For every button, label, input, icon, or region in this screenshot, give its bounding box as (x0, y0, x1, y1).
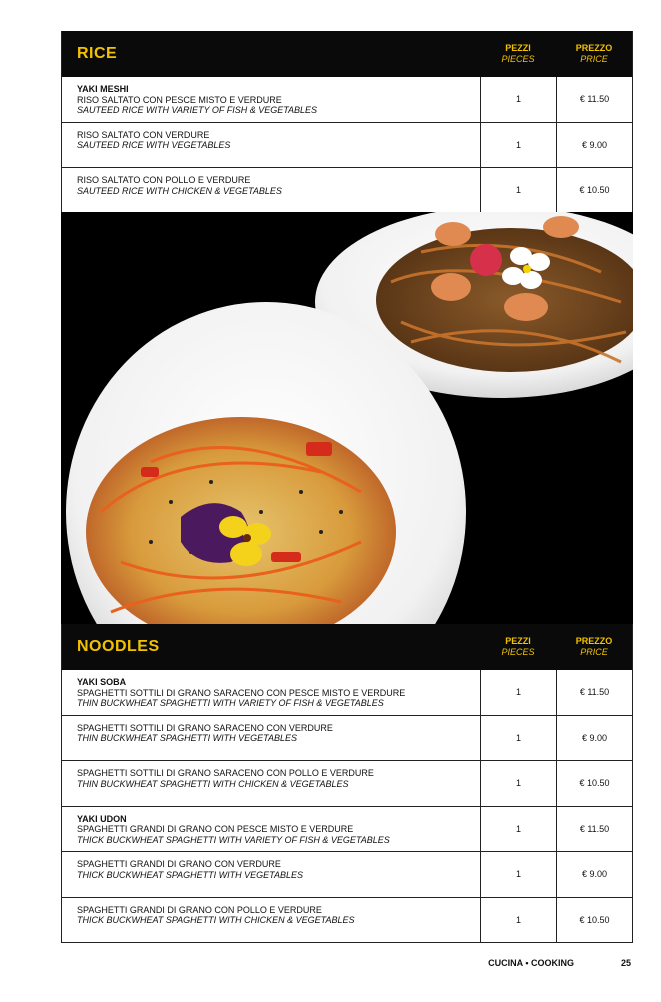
menu-item-description (62, 77, 480, 122)
menu-item-description (62, 852, 480, 897)
menu-item-row (62, 123, 632, 169)
noodles-price-header (556, 636, 632, 658)
menu-item-english: THICK BUCKWHEAT SPAGHETTI WITH CHICKEN & VEGETABLES (77, 915, 355, 925)
menu-item-price: € 11.50 (556, 807, 632, 852)
rice-pieces-label-en: PIECES (501, 54, 535, 64)
rice-price-label-en: PRICE (580, 54, 608, 64)
menu-item-english: SAUTEED RICE WITH VARIETY OF FISH & VEGETABLES (77, 105, 318, 115)
noodles-title: NOODLES (77, 638, 160, 655)
menu-item-italian: RISO SALTATO CON PESCE MISTO E VERDURE (77, 94, 282, 105)
menu-item-name: YAKI UDON (77, 813, 127, 824)
noodles-price-label-en: PRICE (580, 647, 608, 657)
food-photo-illustration (61, 212, 633, 624)
menu-item-italian: SPAGHETTI GRANDI DI GRANO CON POLLO E VERDURE (77, 904, 322, 915)
footer-section-label: CUCINA • COOKING (488, 958, 574, 968)
menu-item-english: SAUTEED RICE WITH CHICKEN & VEGETABLES (77, 185, 282, 196)
menu-item-row (62, 807, 632, 853)
menu-item-italian: RISO SALTATO CON POLLO E VERDURE (77, 175, 251, 185)
menu-item-italian: SPAGHETTI SOTTILI DI GRANO SARACENO CON POLLO E VERDURE (77, 768, 374, 778)
menu-item-row (62, 168, 632, 214)
menu-item-price: € 11.50 (556, 77, 632, 122)
menu-item-english: THIN BUCKWHEAT SPAGHETTI WITH CHICKEN & VEGETABLES (77, 778, 349, 789)
menu-item-pieces: 1 (480, 123, 556, 168)
noodles-list (62, 670, 632, 943)
menu-item-price: € 9.00 (556, 852, 632, 897)
menu-item-pieces: 1 (480, 852, 556, 897)
menu-item-italian: SPAGHETTI SOTTILI DI GRANO SARACENO CON PESCE MISTO E VERDURE (77, 687, 406, 698)
menu-item-name: YAKI MESHI (77, 84, 129, 94)
menu-item-name: YAKI SOBA (77, 677, 127, 687)
menu-item-price: € 9.00 (556, 123, 632, 168)
noodles-pieces-label-en: PIECES (501, 647, 535, 657)
rice-header (62, 31, 632, 77)
menu-item-description (62, 670, 480, 715)
rice-list (62, 77, 632, 214)
menu-item-english: THICK BUCKWHEAT SPAGHETTI WITH VEGETABLES (77, 869, 304, 880)
menu-item-english: THIN BUCKWHEAT SPAGHETTI WITH VARIETY OF FISH & VEGETABLES (77, 698, 384, 708)
menu-item-description (62, 898, 480, 943)
menu-item-pieces: 1 (480, 761, 556, 806)
menu-item-price: € 10.50 (556, 168, 632, 213)
menu-item-description (62, 168, 480, 213)
menu-item-pieces: 1 (480, 77, 556, 122)
rice-pieces-header (480, 43, 556, 65)
menu-item-row (62, 670, 632, 716)
menu-item-price: € 10.50 (556, 761, 632, 806)
menu-item-row (62, 716, 632, 762)
menu-item-price: € 11.50 (556, 670, 632, 715)
menu-item-price: € 10.50 (556, 898, 632, 943)
noodles-header (62, 624, 632, 670)
food-photo (61, 212, 633, 624)
rice-pieces-label: PEZZI (505, 43, 531, 53)
menu-item-pieces: 1 (480, 807, 556, 852)
menu-item-row (62, 761, 632, 807)
menu-item-row (62, 852, 632, 898)
menu-item-price: € 9.00 (556, 716, 632, 761)
menu-item-description (62, 807, 480, 852)
menu-item-italian: SPAGHETTI SOTTILI DI GRANO SARACENO CON VERDURE (77, 722, 333, 733)
noodles-pieces-label: PEZZI (505, 636, 531, 646)
rice-price-header (556, 43, 632, 65)
rice-price-label: PREZZO (575, 43, 613, 53)
rice-section (61, 31, 633, 214)
menu-item-italian: SPAGHETTI GRANDI DI GRANO CON VERDURE (77, 859, 281, 869)
menu-item-row (62, 77, 632, 123)
page-number: 25 (620, 958, 631, 968)
menu-item-description (62, 716, 480, 761)
menu-item-pieces: 1 (480, 898, 556, 943)
menu-item-italian: RISO SALTATO CON VERDURE (77, 129, 210, 140)
menu-item-english: THICK BUCKWHEAT SPAGHETTI WITH VARIETY OF FISH & VEGETABLES (77, 834, 390, 845)
menu-item-italian: SPAGHETTI GRANDI DI GRANO CON PESCE MISTO E VERDURE (77, 824, 354, 834)
menu-item-pieces: 1 (480, 670, 556, 715)
menu-item-english: THIN BUCKWHEAT SPAGHETTI WITH VEGETABLES (77, 733, 298, 743)
menu-item-description (62, 761, 480, 806)
page-footer (0, 958, 661, 972)
noodles-price-label: PREZZO (575, 636, 613, 646)
menu-item-row (62, 898, 632, 944)
menu-item-description (62, 123, 480, 168)
menu-item-pieces: 1 (480, 716, 556, 761)
noodles-section (61, 624, 633, 943)
menu-item-pieces: 1 (480, 168, 556, 213)
menu-item-english: SAUTEED RICE WITH VEGETABLES (77, 140, 231, 150)
noodles-pieces-header (480, 636, 556, 658)
rice-title: RICE (77, 45, 118, 62)
